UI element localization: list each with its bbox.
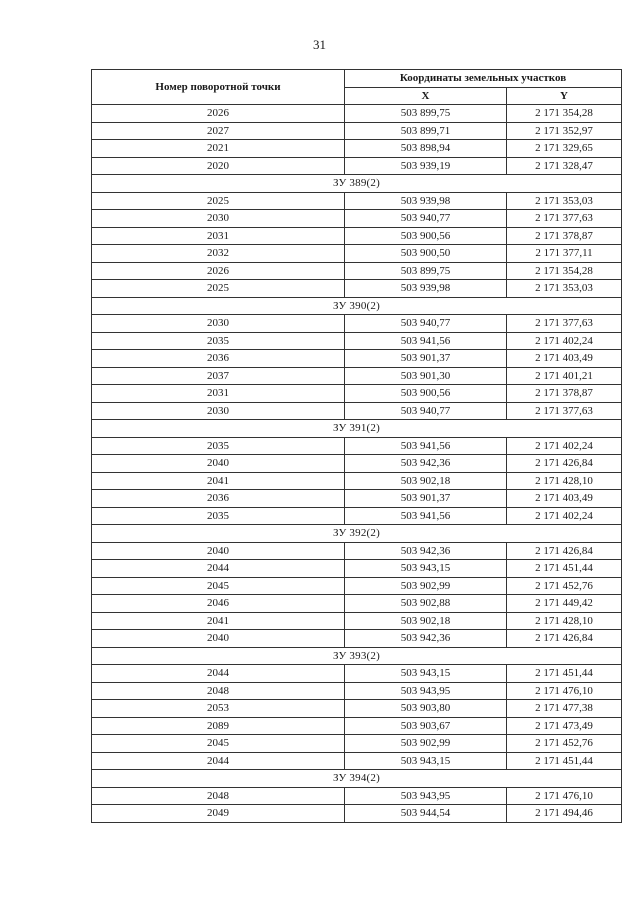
x-coordinate-cell: 503 902,18 <box>345 472 507 490</box>
table-row <box>92 262 622 280</box>
x-coordinate-cell: 503 902,99 <box>345 577 507 595</box>
x-coordinate-cell: 503 943,95 <box>345 787 507 805</box>
x-coordinate-cell: 503 942,36 <box>345 455 507 473</box>
land-plot-title: ЗУ 390(2) <box>92 297 622 315</box>
x-coordinate-cell: 503 941,56 <box>345 507 507 525</box>
y-coordinate-cell: 2 171 476,10 <box>507 787 622 805</box>
x-coordinate-cell: 503 942,36 <box>345 542 507 560</box>
point-number-cell: 2032 <box>92 245 345 263</box>
table-row <box>92 367 622 385</box>
table-row <box>92 805 622 823</box>
x-coordinate-cell: 503 900,56 <box>345 385 507 403</box>
x-coordinate-cell: 503 943,15 <box>345 752 507 770</box>
x-coordinate-cell: 503 902,18 <box>345 612 507 630</box>
point-number-cell: 2046 <box>92 595 345 613</box>
point-number-cell: 2035 <box>92 332 345 350</box>
x-coordinate-cell: 503 899,75 <box>345 105 507 123</box>
y-coordinate-cell: 2 171 401,21 <box>507 367 622 385</box>
y-coordinate-cell: 2 171 476,10 <box>507 682 622 700</box>
x-coordinate-cell: 503 943,15 <box>345 665 507 683</box>
table-row <box>92 122 622 140</box>
table-row <box>92 717 622 735</box>
point-number-cell: 2026 <box>92 262 345 280</box>
x-coordinate-cell: 503 902,88 <box>345 595 507 613</box>
y-coordinate-cell: 2 171 403,49 <box>507 350 622 368</box>
table-row <box>92 140 622 158</box>
point-number-cell: 2053 <box>92 700 345 718</box>
land-plot-title: ЗУ 389(2) <box>92 175 622 193</box>
table-row <box>92 490 622 508</box>
x-coordinate-cell: 503 940,77 <box>345 210 507 228</box>
y-coordinate-cell: 2 171 329,65 <box>507 140 622 158</box>
table-header <box>92 70 622 105</box>
point-number-cell: 2048 <box>92 787 345 805</box>
y-coordinate-cell: 2 171 377,63 <box>507 402 622 420</box>
point-number-cell: 2044 <box>92 752 345 770</box>
table-row <box>92 315 622 333</box>
x-coordinate-cell: 503 900,56 <box>345 227 507 245</box>
table-row <box>92 787 622 805</box>
point-number-cell: 2044 <box>92 560 345 578</box>
point-number-cell: 2045 <box>92 735 345 753</box>
point-number-cell: 2026 <box>92 105 345 123</box>
table-row <box>92 280 622 298</box>
y-coordinate-cell: 2 171 451,44 <box>507 665 622 683</box>
point-number-cell: 2025 <box>92 280 345 298</box>
section-row <box>92 175 622 193</box>
x-coordinate-cell: 503 899,75 <box>345 262 507 280</box>
y-coordinate-cell: 2 171 451,44 <box>507 560 622 578</box>
y-coordinate-cell: 2 171 354,28 <box>507 105 622 123</box>
table-row <box>92 105 622 123</box>
table-row <box>92 350 622 368</box>
point-number-cell: 2031 <box>92 227 345 245</box>
table-row <box>92 245 622 263</box>
x-coordinate-cell: 503 940,77 <box>345 402 507 420</box>
x-coordinate-cell: 503 941,56 <box>345 437 507 455</box>
x-coordinate-cell: 503 939,98 <box>345 280 507 298</box>
table-row <box>92 332 622 350</box>
x-coordinate-cell: 503 898,94 <box>345 140 507 158</box>
section-row <box>92 297 622 315</box>
point-number-cell: 2021 <box>92 140 345 158</box>
table-row <box>92 472 622 490</box>
y-coordinate-cell: 2 171 403,49 <box>507 490 622 508</box>
x-coordinate-cell: 503 939,98 <box>345 192 507 210</box>
x-coordinate-cell: 503 900,50 <box>345 245 507 263</box>
y-coordinate-cell: 2 171 402,24 <box>507 437 622 455</box>
table-row <box>92 612 622 630</box>
point-number-cell: 2089 <box>92 717 345 735</box>
point-number-cell: 2036 <box>92 490 345 508</box>
point-number-cell: 2045 <box>92 577 345 595</box>
y-coordinate-cell: 2 171 377,63 <box>507 315 622 333</box>
table-row <box>92 752 622 770</box>
section-row <box>92 647 622 665</box>
table-row <box>92 542 622 560</box>
table-row <box>92 595 622 613</box>
y-coordinate-cell: 2 171 377,63 <box>507 210 622 228</box>
x-coordinate-cell: 503 943,95 <box>345 682 507 700</box>
coordinates-table <box>91 69 622 823</box>
point-number-cell: 2030 <box>92 210 345 228</box>
y-coordinate-cell: 2 171 477,38 <box>507 700 622 718</box>
table-row <box>92 210 622 228</box>
land-plot-title: ЗУ 393(2) <box>92 647 622 665</box>
x-coordinate-cell: 503 902,99 <box>345 735 507 753</box>
table-row <box>92 735 622 753</box>
point-number-cell: 2049 <box>92 805 345 823</box>
table-row <box>92 455 622 473</box>
point-number-cell: 2036 <box>92 350 345 368</box>
y-coordinate-cell: 2 171 378,87 <box>507 227 622 245</box>
y-coordinate-cell: 2 171 473,49 <box>507 717 622 735</box>
x-coordinate-cell: 503 901,37 <box>345 350 507 368</box>
page-number: 31 <box>313 37 326 52</box>
y-coordinate-cell: 2 171 353,03 <box>507 280 622 298</box>
point-number-cell: 2040 <box>92 542 345 560</box>
header-point-number: Номер поворотной точки <box>92 70 345 105</box>
x-coordinate-cell: 503 944,54 <box>345 805 507 823</box>
table-body <box>92 105 622 823</box>
point-number-cell: 2040 <box>92 630 345 648</box>
land-plot-title: ЗУ 392(2) <box>92 525 622 543</box>
x-coordinate-cell: 503 901,30 <box>345 367 507 385</box>
table-row <box>92 437 622 455</box>
point-number-cell: 2044 <box>92 665 345 683</box>
x-coordinate-cell: 503 942,36 <box>345 630 507 648</box>
x-coordinate-cell: 503 899,71 <box>345 122 507 140</box>
y-coordinate-cell: 2 171 426,84 <box>507 455 622 473</box>
table-row <box>92 385 622 403</box>
y-coordinate-cell: 2 171 377,11 <box>507 245 622 263</box>
header-x: X <box>345 87 507 105</box>
y-coordinate-cell: 2 171 452,76 <box>507 735 622 753</box>
x-coordinate-cell: 503 903,67 <box>345 717 507 735</box>
point-number-cell: 2037 <box>92 367 345 385</box>
land-plot-title: ЗУ 391(2) <box>92 420 622 438</box>
y-coordinate-cell: 2 171 378,87 <box>507 385 622 403</box>
point-number-cell: 2031 <box>92 385 345 403</box>
x-coordinate-cell: 503 943,15 <box>345 560 507 578</box>
table-row <box>92 682 622 700</box>
point-number-cell: 2041 <box>92 612 345 630</box>
point-number-cell: 2030 <box>92 402 345 420</box>
point-number-cell: 2025 <box>92 192 345 210</box>
x-coordinate-cell: 503 941,56 <box>345 332 507 350</box>
y-coordinate-cell: 2 171 428,10 <box>507 472 622 490</box>
y-coordinate-cell: 2 171 353,03 <box>507 192 622 210</box>
y-coordinate-cell: 2 171 328,47 <box>507 157 622 175</box>
land-plot-title: ЗУ 394(2) <box>92 770 622 788</box>
table-row <box>92 665 622 683</box>
y-coordinate-cell: 2 171 402,24 <box>507 332 622 350</box>
y-coordinate-cell: 2 171 354,28 <box>507 262 622 280</box>
y-coordinate-cell: 2 171 452,76 <box>507 577 622 595</box>
x-coordinate-cell: 503 903,80 <box>345 700 507 718</box>
section-row <box>92 525 622 543</box>
table-row <box>92 157 622 175</box>
table-row <box>92 630 622 648</box>
point-number-cell: 2020 <box>92 157 345 175</box>
y-coordinate-cell: 2 171 428,10 <box>507 612 622 630</box>
table-row <box>92 700 622 718</box>
point-number-cell: 2035 <box>92 507 345 525</box>
point-number-cell: 2030 <box>92 315 345 333</box>
point-number-cell: 2048 <box>92 682 345 700</box>
table-row <box>92 577 622 595</box>
point-number-cell: 2040 <box>92 455 345 473</box>
y-coordinate-cell: 2 171 451,44 <box>507 752 622 770</box>
y-coordinate-cell: 2 171 352,97 <box>507 122 622 140</box>
table-row <box>92 560 622 578</box>
section-row <box>92 420 622 438</box>
point-number-cell: 2035 <box>92 437 345 455</box>
header-coordinates: Координаты земельных участков <box>345 70 622 88</box>
y-coordinate-cell: 2 171 402,24 <box>507 507 622 525</box>
x-coordinate-cell: 503 939,19 <box>345 157 507 175</box>
section-row <box>92 770 622 788</box>
y-coordinate-cell: 2 171 449,42 <box>507 595 622 613</box>
table-row <box>92 507 622 525</box>
point-number-cell: 2041 <box>92 472 345 490</box>
table-row <box>92 402 622 420</box>
y-coordinate-cell: 2 171 426,84 <box>507 542 622 560</box>
y-coordinate-cell: 2 171 426,84 <box>507 630 622 648</box>
header-y: Y <box>507 87 622 105</box>
x-coordinate-cell: 503 901,37 <box>345 490 507 508</box>
table-row <box>92 192 622 210</box>
x-coordinate-cell: 503 940,77 <box>345 315 507 333</box>
point-number-cell: 2027 <box>92 122 345 140</box>
y-coordinate-cell: 2 171 494,46 <box>507 805 622 823</box>
table-row <box>92 227 622 245</box>
